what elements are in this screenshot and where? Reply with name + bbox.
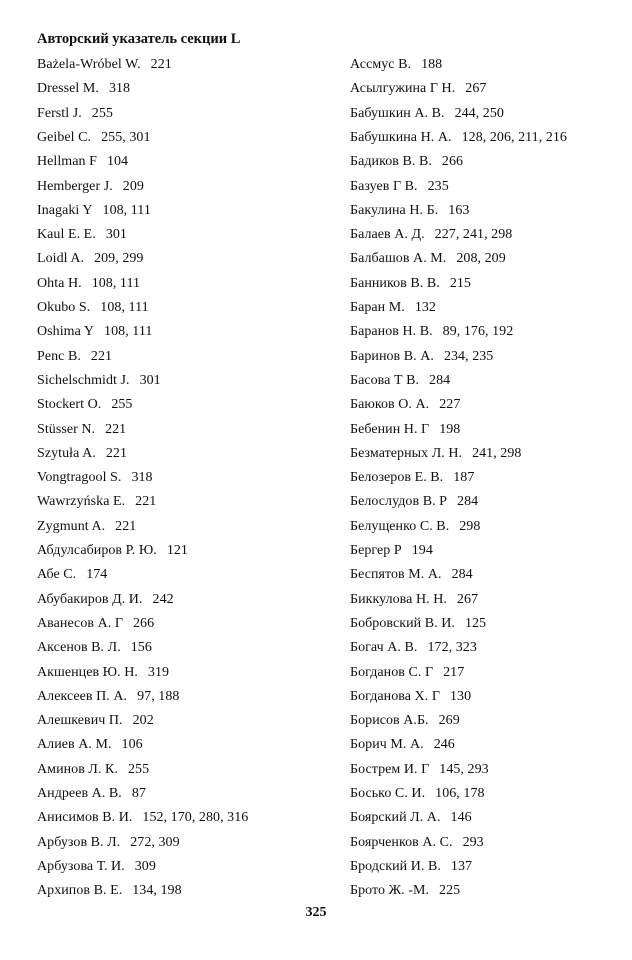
index-entry	[37, 105, 113, 123]
index-entry	[350, 396, 460, 414]
index-entry	[37, 882, 182, 900]
page-references: 221	[105, 421, 127, 437]
author-name: Oshima Y	[37, 324, 95, 340]
author-name: Аксенов В. Л.	[37, 640, 121, 656]
section-heading: Авторский указатель секции L	[37, 31, 241, 47]
page-references: 221	[135, 494, 157, 510]
page-references: 267	[456, 591, 479, 607]
author-name: Бергер Р	[350, 543, 402, 558]
author-name: Бакулина Н. Б.	[350, 202, 439, 218]
index-entry	[350, 348, 493, 366]
index-entry	[350, 639, 477, 657]
page-references: 137	[450, 858, 473, 874]
page-references: 298	[459, 518, 481, 534]
page-references: 198	[439, 421, 461, 437]
author-name: Бабушкина Н. А.	[350, 129, 452, 145]
author-name: Базуев Г В.	[350, 178, 418, 194]
page-references: 227	[439, 397, 461, 413]
index-entry	[37, 396, 132, 414]
index-entry	[350, 129, 567, 147]
index-entry	[350, 566, 473, 584]
author-name: Баран М.	[350, 300, 405, 315]
index-entry	[350, 153, 463, 171]
page-references: 221	[115, 518, 137, 534]
index-entry	[37, 591, 174, 609]
page-references: 255	[111, 397, 133, 413]
index-entry	[350, 372, 450, 390]
index-entry	[350, 761, 489, 779]
index-entry	[350, 445, 521, 463]
author-name: Ohta H.	[37, 275, 82, 291]
author-name: Алешкевич П.	[37, 713, 123, 729]
author-name: Бострем И. Г	[350, 761, 430, 777]
index-entry	[37, 299, 149, 317]
page-references: 221	[150, 57, 172, 72]
page-references: 217	[443, 664, 465, 680]
index-entry	[350, 712, 460, 730]
index-entry	[350, 834, 484, 852]
page-references: 97, 188	[137, 688, 180, 704]
page-references: 89, 176, 192	[442, 324, 514, 340]
index-entry	[37, 153, 128, 171]
page-references: 301	[105, 227, 127, 243]
index-entry	[37, 372, 161, 390]
page-references: 225	[439, 883, 461, 899]
index-entry	[37, 80, 130, 98]
author-name: Балбашов А. М.	[350, 251, 447, 267]
page-references: 284	[429, 372, 451, 388]
index-entry	[37, 56, 172, 74]
page-references: 130	[449, 688, 472, 704]
index-entry	[350, 858, 472, 876]
page-references: 209, 299	[94, 251, 144, 267]
author-name: Босько С. И.	[350, 786, 426, 801]
author-name: Арбузова Т. И.	[37, 858, 125, 874]
page-references: 106	[121, 737, 143, 753]
index-entry	[37, 129, 151, 147]
index-entry	[350, 615, 486, 633]
author-name: Loidl A.	[37, 251, 85, 267]
page-references: 187	[453, 470, 475, 486]
index-entry	[37, 688, 179, 706]
index-entry	[350, 56, 442, 74]
index-entry	[350, 178, 449, 196]
page-references: 156	[130, 640, 152, 656]
index-entry	[350, 421, 460, 439]
page-references: 172, 323	[427, 640, 477, 656]
author-name: Абе С.	[37, 567, 77, 583]
author-name: Асылгужина Г Н.	[350, 81, 456, 97]
page-references: 235	[427, 178, 449, 194]
author-name: Брото Ж. -М.	[350, 883, 430, 899]
author-name: Борич М. А.	[350, 737, 424, 753]
page-references: 284	[457, 494, 479, 510]
author-name: Банников В. В.	[350, 275, 440, 291]
index-entry	[37, 858, 156, 876]
page-references: 269	[438, 713, 460, 729]
index-entry	[37, 493, 156, 511]
page-references: 319	[147, 664, 170, 680]
page-references: 106, 178	[435, 786, 485, 801]
index-entry	[37, 664, 169, 682]
index-entry	[350, 809, 472, 827]
author-name: Szytuła A.	[37, 445, 96, 461]
author-name: Sichelschmidt J.	[37, 372, 130, 388]
author-name: Боярский Л. А.	[350, 810, 441, 826]
page-references: 272, 309	[130, 834, 180, 850]
page-references: 208, 209	[456, 251, 506, 267]
author-name: Боярченков А. С.	[350, 834, 453, 850]
author-name: Geibel C.	[37, 129, 92, 145]
page-references: 152, 170, 280, 316	[142, 810, 249, 826]
author-name: Бебенин Н. Г	[350, 421, 430, 437]
index-entry	[350, 542, 433, 560]
author-name: Hellman F	[37, 154, 97, 170]
author-name: Беспятов М. А.	[350, 567, 442, 583]
page-references: 221	[90, 348, 113, 364]
author-name: Богданова Х. Г	[350, 688, 440, 704]
author-name: Абдулсабиров Р. Ю.	[37, 543, 157, 558]
page-references: 266	[132, 615, 155, 631]
index-entry	[37, 250, 143, 268]
author-name: Kaul E. E.	[37, 227, 96, 243]
page-references: 215	[449, 275, 471, 291]
index-entry	[350, 469, 474, 487]
author-name: Баринов В. А.	[350, 348, 434, 364]
index-entry	[37, 639, 152, 657]
page-references: 194	[411, 543, 433, 558]
author-name: Баюков О. А.	[350, 397, 430, 413]
index-entry	[350, 250, 506, 268]
page-references: 108, 111	[100, 300, 149, 315]
author-name: Белослудов В. Р	[350, 494, 448, 510]
index-entry	[350, 299, 436, 317]
index-entry	[350, 785, 485, 803]
author-name: Bażela-Wróbel W.	[37, 57, 141, 72]
page-references: 125	[464, 615, 487, 631]
index-entry	[350, 202, 469, 220]
page-references: 241, 298	[472, 445, 522, 461]
page-references: 87	[131, 786, 146, 801]
index-entry	[37, 275, 140, 293]
page-references: 301	[139, 372, 161, 388]
index-entry	[37, 323, 152, 341]
index-entry	[37, 542, 188, 560]
index-entry	[350, 882, 460, 900]
author-name: Абубакиров Д. И.	[37, 591, 143, 607]
index-entry	[350, 323, 513, 341]
author-name: Белущенко С. В.	[350, 518, 450, 534]
author-name: Okubo S.	[37, 300, 91, 315]
author-name: Борисов А.Б.	[350, 713, 429, 729]
page-references: 318	[131, 470, 153, 486]
index-entry	[37, 566, 107, 584]
author-name: Vongtragool S.	[37, 470, 122, 486]
page-references: 246	[433, 737, 455, 753]
index-entry	[37, 761, 149, 779]
author-name: Биккулова Н. Н.	[350, 591, 447, 607]
page-references: 255, 301	[101, 129, 151, 145]
author-name: Бабушкин А. В.	[350, 105, 445, 121]
index-entry	[350, 493, 478, 511]
author-name: Богач А. В.	[350, 640, 418, 656]
page-references: 255	[91, 105, 113, 121]
author-name: Аванесов А. Г	[37, 615, 123, 631]
index-entry	[37, 226, 127, 244]
index-entry	[350, 664, 464, 682]
page-references: 293	[462, 834, 484, 850]
page-references: 104	[106, 154, 129, 170]
page-references: 128, 206, 211, 216	[461, 129, 567, 145]
page-references: 174	[86, 567, 108, 583]
page-references: 309	[134, 858, 156, 874]
page-references: 145, 293	[439, 761, 489, 777]
page-references: 221	[105, 445, 127, 461]
author-name: Stüsser N.	[37, 421, 96, 437]
author-name: Аминов Л. К.	[37, 761, 118, 777]
author-name: Dressel M.	[37, 81, 99, 97]
index-entry	[37, 712, 154, 730]
page-references: 134, 198	[132, 883, 182, 899]
author-name: Белозеров Е. В.	[350, 470, 444, 486]
index-entry	[37, 736, 143, 754]
page-references: 234, 235	[443, 348, 494, 364]
page-references: 227, 241, 298	[434, 227, 513, 243]
page-references: 284	[451, 567, 473, 583]
page-references: 255	[128, 761, 150, 777]
index-entry	[37, 202, 151, 220]
index-entry	[37, 615, 154, 633]
author-name: Басова Т В.	[350, 372, 420, 388]
author-name: Алексеев П. А.	[37, 688, 128, 704]
index-entry	[350, 518, 480, 536]
page-references: 209	[122, 178, 144, 194]
page-references: 132	[414, 300, 436, 315]
index-entry	[37, 469, 153, 487]
author-name: Zygmunt A.	[37, 518, 106, 534]
page-references: 108, 111	[104, 324, 153, 340]
page-references: 121	[166, 543, 188, 558]
author-name: Богданов С. Г	[350, 664, 434, 680]
index-entry	[350, 105, 504, 123]
author-name: Балаев А. Д.	[350, 227, 425, 243]
author-name: Inagaki Y	[37, 202, 93, 218]
author-name: Бродский И. В.	[350, 858, 441, 874]
author-name: Penc B.	[37, 348, 81, 364]
page-references: 146	[450, 810, 472, 826]
index-entry	[37, 518, 136, 536]
page-references: 242	[152, 591, 174, 607]
index-entry	[37, 834, 180, 852]
page-references: 318	[108, 81, 131, 97]
author-name: Hemberger J.	[37, 178, 113, 194]
index-entry	[37, 809, 248, 827]
author-name: Андреев А. В.	[37, 786, 122, 801]
index-entry	[37, 421, 126, 439]
page-references: 267	[465, 81, 487, 97]
index-entry	[350, 80, 486, 98]
author-name: Баранов Н. В.	[350, 324, 433, 340]
author-name: Wawrzyńska E.	[37, 494, 126, 510]
page-references: 266	[441, 154, 464, 170]
index-entry	[350, 275, 471, 293]
author-name: Анисимов В. И.	[37, 810, 133, 826]
index-entry	[350, 688, 471, 706]
index-entry	[37, 445, 127, 463]
author-name: Арбузов В. Л.	[37, 834, 121, 850]
index-entry	[350, 591, 478, 609]
author-name: Акшенцев Ю. Н.	[37, 664, 138, 680]
page-references: 202	[132, 713, 154, 729]
author-name: Ferstl J.	[37, 105, 82, 121]
index-entry	[350, 226, 512, 244]
page-number: 325	[305, 905, 327, 920]
index-entry	[37, 348, 112, 366]
author-name: Безматерных Л. Н.	[350, 445, 463, 461]
index-entry	[350, 736, 455, 754]
page-references: 108, 111	[91, 275, 141, 291]
author-name: Ассмус В.	[350, 57, 412, 72]
author-name: Алиев А. М.	[37, 737, 112, 753]
author-name: Бобровский В. И.	[350, 615, 455, 631]
author-name: Архипов В. Е.	[37, 883, 123, 899]
index-entry	[37, 785, 146, 803]
page-references: 188	[421, 57, 443, 72]
page-references: 244, 250	[454, 105, 504, 121]
author-name: Бадиков В. В.	[350, 154, 432, 170]
page-references: 108, 111	[102, 202, 151, 218]
author-name: Stockert O.	[37, 397, 102, 413]
index-entry	[37, 178, 144, 196]
page-references: 163	[448, 202, 470, 218]
